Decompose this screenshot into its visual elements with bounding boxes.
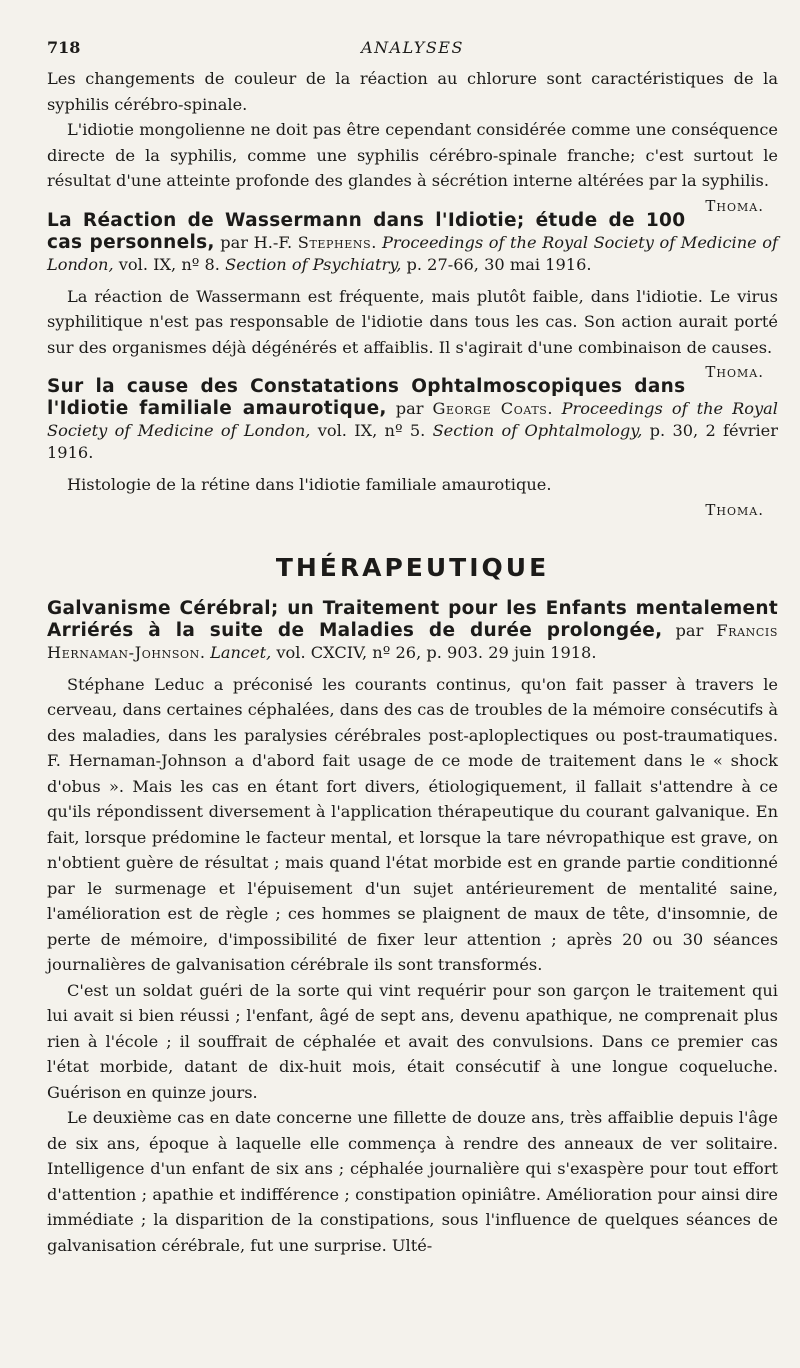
section-title: THÉRAPEUTIQUE	[275, 552, 550, 582]
article-separator: .	[199, 642, 211, 662]
article-reference-end: vol. CXCIV, nº 26, p. 903. 29 juin 1918.	[271, 642, 597, 662]
article-heading-2	[47, 376, 778, 464]
article-reference-end: p. 27-66, 30 mai 1916.	[401, 254, 592, 274]
article-journal: Proceedings of the Royal Society of Medicine of London,	[47, 232, 778, 274]
intro-paragraph-2-text: L'idiotie mongolienne ne doit pas être cependant considérée comme une conséquence directe de la syphilis, comme une syphilis cérébro-spinale franche; c'est surtout le résultat d'une atteinte profonde des glandes à sécrétion interne altérées par la syphilis.	[47, 120, 778, 190]
article-author: George Coats	[432, 399, 548, 418]
article-3-paragraph-3: Le deuxième cas en date concerne une fillette de douze ans, très affaiblie depuis l'âge de six ans, époque à laquelle elle commença à rendre des anneaux de ver solitaire. Intelligence d'un enfant de six ans ; céphalée journalière qui s'exaspère pour tout effort d'attention ; apathie et indifférence ; constipation opiniâtre. Amélioration pour ainsi dire immédiate ; la disparition de la constipations, sous l'influence de quelques séances de galvanisation cérébrale, fut une surprise. Ulté-	[47, 1108, 778, 1255]
article-3-paragraph-2: C'est un soldat guéri de la sorte qui vint requérir pour son garçon le traitement qui lui avait si bien réussi ; l'enfant, âgé de sept ans, devenu apathique, ne comprenait plus rien à l'école ; il souffrait de céphalée et avait des convulsions. Dans ce premier cas l'état morbide, datant de dix-huit mois, était consécutif à une longue coqueluche. Guérison en quinze jours.	[47, 980, 778, 1102]
article-journal: Lancet,	[210, 642, 272, 662]
signature: Thoma.	[705, 196, 764, 215]
article-by: par	[386, 399, 433, 418]
page-number: 718	[47, 38, 81, 57]
signature: Thoma.	[705, 500, 764, 519]
article-separator: .	[371, 232, 382, 252]
article-heading-1	[47, 210, 778, 276]
article-reference: vol. IX, nº 5.	[310, 421, 433, 440]
article-reference-end: p. 30, 2 février 1916.	[47, 421, 778, 462]
article-section: Section of Psychiatry,	[225, 254, 402, 274]
article-reference: vol. IX, nº 8.	[113, 254, 226, 274]
article-section: Section of Ophtalmology,	[432, 421, 643, 440]
article-author: Francis Hernaman-Johnson	[47, 620, 778, 662]
article-journal: Proceedings of the Royal Society of Medicine of London,	[47, 399, 778, 440]
signature: Thoma.	[705, 363, 764, 381]
article-title: Sur la cause des Constatations Ophtalmoscopiques dans l'Idiotie familiale amaurotique,	[47, 376, 686, 419]
intro-paragraph-2	[47, 117, 778, 215]
article-1-body	[47, 284, 778, 381]
running-head	[47, 36, 778, 66]
article-separator: .	[547, 399, 562, 418]
article-heading-3	[47, 598, 778, 664]
article-author: Stephens	[297, 232, 372, 252]
article-by: par H.-F.	[214, 232, 298, 252]
running-title: ANALYSES	[361, 38, 464, 57]
article-1-body-text: La réaction de Wassermann est fréquente, mais plutôt faible, dans l'idiotie. Le virus syphilitique n'est pas responsable de l'idiotie dans tous les cas. Son action aurait porté sur des organismes déjà dégénérés et affaiblis. Il s'agirait d'une combinaison de causes.	[47, 286, 778, 357]
article-3-paragraph-1: Stéphane Leduc a préconisé les courants continus, qu'on fait passer à travers le cerveau, dans certaines céphalées, dans des cas de troubles de la mémoire consécutifs à des maladies, dans les paralysies cérébrales post-aploplectiques ou post-traumatiques. F. Hernaman-Johnson a d'abord fait usage de ce mode de traitement dans le « shock d'obus ». Mais les cas en étant fort divers, étiologiquement, il fallait s'attendre à ce qu'ils répondissent diversement à l'application thérapeutique du courant galvanique. En fait, lorsque prédomine le facteur mental, et lorsque la tare névropathique est grave, on n'obtient guère de résultat ; mais quand l'état morbide est en grande partie conditionné par le surmenage et l'épuisement d'un sujet antérieurement de mentalité saine, l'amélioration est de règle ; ces hommes se plaignent de maux de tête, d'insomnie, de perte de mémoire, d'impossibilité de fixer leur attention ; après 20 ou 30 séances journalières de galvanisation cérébrale ils sont transformés.	[47, 674, 778, 974]
article-title: Galvanisme Cérébral; un Traitement pour les Enfants mentalement Arriérés à la suite de Maladies de durée prolongée,	[47, 597, 778, 641]
article-by: par	[662, 620, 717, 640]
article-title: La Réaction de Wassermann dans l'Idiotie; étude de 100 cas personnels,	[47, 209, 686, 253]
article-2-body: Histologie de la rétine dans l'idiotie familiale amaurotique.	[67, 475, 552, 494]
intro-paragraph-1: Les changements de couleur de la réaction au chlorure sont caractéristiques de la syphilis cérébro-spinale.	[47, 69, 778, 114]
